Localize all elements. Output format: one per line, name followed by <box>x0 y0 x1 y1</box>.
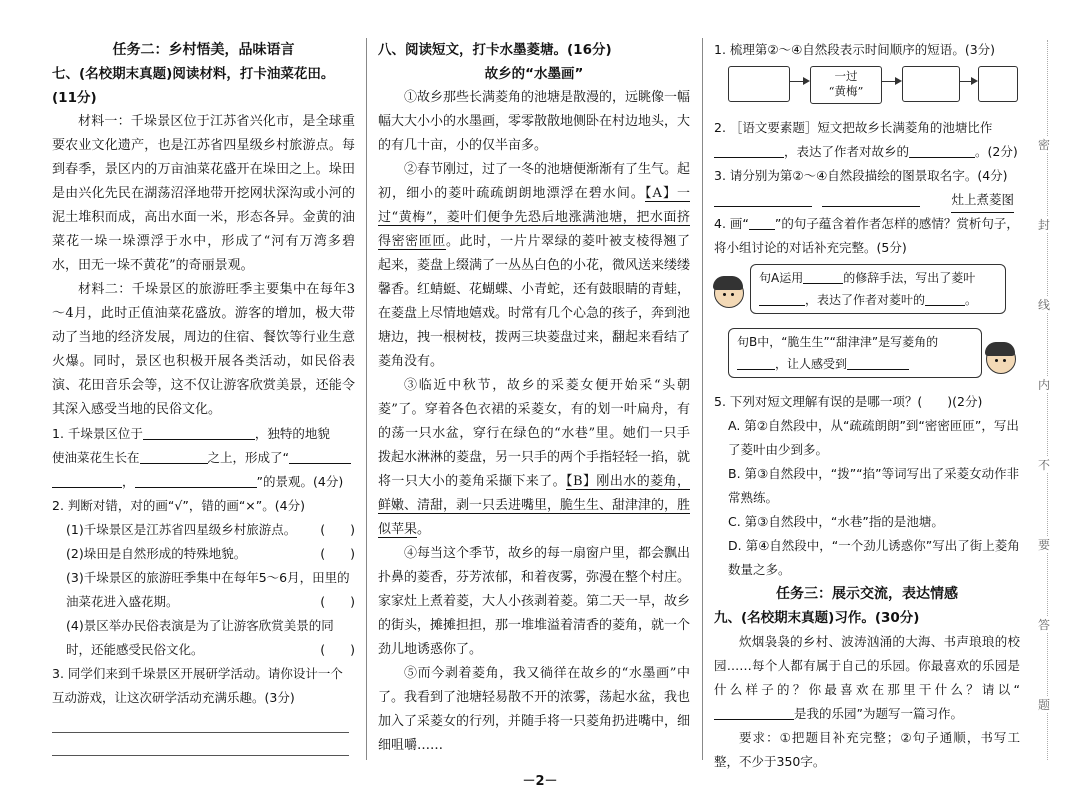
option-c[interactable]: C. 第③自然段中，“水巷”指的是池塘。 <box>728 514 944 529</box>
judge-item: (3)千垛景区的旅游旺季集中在每年5～6月，田里的油菜花进入盛花期。 ( ) <box>66 570 355 609</box>
paragraph-2: ②春节刚过，过了一冬的池塘便渐渐有了生气。起初，细小的菱叶疏疏朗朗地漂浮在碧水间。【A】一过“黄梅”，菱叶们便争先恐后地涨满池塘，把水面挤得密密匝匝。此时，一片片翠绿的菱叶被支棱得翘了起来，菱盘上缀满了一丛丛白色的小花，微风送来缕缕馨香。红蜻蜓、花蝴蝶、小青蛇，还有鼓眼睛的青蛙，在菱盘上尽情地嬉戏。时常有几个心急的孩子，奔到池塘边，拽一根树枝，拨两三块菱盘过来，翻起来看结了菱角没有。 <box>378 162 691 369</box>
judge-item: (1)千垛景区是江苏省四星级乡村旅游点。 ( ) <box>66 522 355 537</box>
blank[interactable] <box>289 449 351 464</box>
sequence-box-4[interactable] <box>978 66 1018 102</box>
question-1: 1. 千垛景区位于 ，独特的地貌 使油菜花生长在 之上，形成了“ ， ”的景观。(4分) <box>52 422 355 494</box>
answer-line[interactable] <box>52 733 349 756</box>
column-left <box>52 38 355 756</box>
judge-item: (4)景区举办民俗表演是为了让游客欣赏美景的同时，还能感受民俗文化。 ( ) <box>66 618 355 657</box>
section9-heading: 九、(名校期末真题)习作。(30分) <box>714 610 920 626</box>
c3-question-4: 4. 画“ ”的句子蕴含着作者怎样的感情？赏析句子，将小组讨论的对话补充完整。(5分) <box>714 216 1019 255</box>
blank[interactable] <box>759 291 805 306</box>
section7-heading: 七、(名校期末真题)阅读材料，打卡油菜花田。(11分) <box>52 66 335 106</box>
paragraph-4: ④每当这个季节，故乡的每一扇窗户里，都会飘出扑鼻的菱香，芬芳浓郁，和着夜雾，弥漫在整个村庄。家家灶上煮着菱，大人小孩剥着菱。第二天一早，故乡的街头，摊摊担担，那一堆堆溢着清香的菱角，就一个劲儿地诱惑你了。 <box>378 546 691 657</box>
binding-char: 封 <box>1038 218 1051 232</box>
binding-char: 不 <box>1038 458 1051 472</box>
binding-char: 密 <box>1038 138 1051 152</box>
writing-prompt: 炊烟袅袅的乡村、波涛汹涌的大海、书声琅琅的校园……每个人都有属于自己的乐园。你最喜欢的乐园是什么样子的？你最喜欢在那里干什么？请以“是我的乐园”为题写一篇习作。 <box>714 634 1020 721</box>
blank[interactable] <box>925 291 965 306</box>
blank[interactable] <box>737 355 775 370</box>
material-2: 材料二：千垛景区的旅游旺季主要集中在每年3～4月，此时正值油菜花盛放。游客的增加，极大带动了当地的经济发展，周边的住宿、餐饮等行业生意火爆。同时，景区也积极开展各类活动，如民俗表演、花田音乐会等，这不仅让游客欣赏美景，还能令其深入感受当地的民俗文化。 <box>52 282 355 417</box>
option-a[interactable]: A. 第②自然段中，从“疏疏朗朗”到“密密匝匝”，写出了菱叶由少到多。 <box>728 418 1019 457</box>
material-1: 材料一：千垛景区位于江苏省兴化市，是全球重要农业文化遗产，也是江苏省四星级乡村旅游点。每到春季，景区内的万亩油菜花盛开在垛田之上。垛田是由兴化先民在湖荡沼泽地带开挖网状深沟或小河的泥土堆积而成，高出水面一米，形态各异。金黄的油菜花一垛一垛漂浮于水中，形成了“河有万湾多碧水，田无一垛不黄花”的奇丽景观。 <box>52 114 355 273</box>
blank[interactable] <box>140 449 208 464</box>
paragraph-5: ⑤而今剥着菱角，我又徜徉在故乡的“水墨画”中了。我看到了池塘轻易散不开的浓雾，荡起水盆，我也加入了采菱女的行列，并随手将一只菱角扔进嘴中，细细咀嚼…… <box>378 666 691 753</box>
paragraph-1: ①故乡那些长满菱角的池塘是散漫的，远眺像一幅幅大大小小的水墨画，零零散散地侧卧在村边地头，大的有几十亩，小的仅半亩多。 <box>378 90 691 153</box>
judge-item: (2)垛田是自然形成的特殊地貌。 ( ) <box>66 546 355 561</box>
question-2: 2. 判断对错，对的画“√”，错的画“×”。(4分) (1)千垛景区是江苏省四星级乡村旅游点。 ( ) (2)垛田是自然形成的特殊地貌。 ( ) (3)千垛景区的旅游旺季集中在每年5～6月，田里的油菜花进入盛花期。 ( ) (4)景区举办民俗表演是为了让游客欣赏美景的同时，还能感受民俗文化。 ( ) <box>52 494 355 662</box>
blank[interactable] <box>143 425 255 440</box>
blank[interactable] <box>135 473 257 488</box>
binding-char: 内 <box>1038 378 1051 392</box>
binding-strip <box>1030 40 1060 760</box>
option-d[interactable]: D. 第④自然段中，“一个劲儿诱惑你”写出了街上菱角数量之多。 <box>728 538 1020 577</box>
sentence-B: 【B】刚出水的菱角，鲜嫩、清甜，剥一只丢进嘴里，脆生生、甜津津的，胜似苹果 <box>378 474 691 537</box>
arrow-icon <box>790 81 808 82</box>
girl-avatar-icon <box>986 344 1016 374</box>
arrow-icon <box>882 81 900 82</box>
binding-char: 题 <box>1038 698 1051 712</box>
writing-requirements: 要求：①把题目补充完整；②句子通顺，书写工整，不少于350字。 <box>714 730 1020 769</box>
sequence-box-2: 一过 “黄梅” <box>810 66 882 104</box>
sequence-box-1[interactable] <box>728 66 790 102</box>
c3-question-3: 3. 请分别为第②～④自然段描绘的图景取名字。(4分) 灶上煮菱图 <box>714 164 1020 212</box>
c3-question-2: 2. ［语文要素题］短文把故乡长满菱角的池塘比作 ，表达了作者对故乡的 。(2分) <box>714 120 1018 159</box>
blank[interactable] <box>714 192 812 207</box>
blank[interactable] <box>909 143 975 158</box>
blank[interactable] <box>52 473 122 488</box>
answer-line[interactable] <box>52 710 349 733</box>
task3-heading: 任务三：展示交流，表达情感 <box>776 586 958 602</box>
arrow-icon <box>960 81 976 82</box>
blank[interactable] <box>714 143 784 158</box>
sequence-box-3[interactable] <box>902 66 960 102</box>
column-middle <box>378 38 690 758</box>
column-divider-2 <box>702 38 703 760</box>
column-right <box>714 38 1020 774</box>
blank[interactable] <box>847 355 909 370</box>
blank[interactable] <box>822 192 920 207</box>
question-3: 3. 同学们来到千垛景区开展研学活动。请你设计一个互动游戏，让这次研学活动充满乐趣。(3分) <box>52 666 343 705</box>
c3-question-5: 5. 下列对短文理解有误的是哪一项？( )(2分) A. 第②自然段中，从“疏疏朗朗”到“密密匝匝”，写出了菱叶由少到多。 B. 第③自然段中，“拨”“掐”等词写出了采菱女动作非常熟练。 C. 第③自然段中，“水巷”指的是池塘。 D. 第④自然段中，“一个劲儿诱惑你”写出了街上菱角数量之多。 <box>714 390 1020 582</box>
column-divider-1 <box>366 38 367 760</box>
dialog-bubble-1: 句A运用 的修辞手法，写出了菱叶，表达了作者对菱叶的 。 <box>750 264 1006 314</box>
binding-char: 要 <box>1038 538 1051 552</box>
title-blank[interactable] <box>714 705 794 720</box>
paragraph-3: ③临近中秋节，故乡的采菱女便开始采“头朝菱”了。穿着各色衣裙的采菱女，有的划一叶扁舟，有的荡一只水盆，穿行在绿色的“水巷”里。她们一只手拨起水淋淋的菱盘，另一只手的两个手指轻轻一掐，就将一只大小的菱角采撷下来了。【B】刚出水的菱角，鲜嫩、清甜，剥一只丢进嘴里，脆生生、甜津津的，胜似苹果。 <box>378 378 691 537</box>
girl-avatar-icon <box>714 278 744 308</box>
page-number: －2－ <box>522 774 558 789</box>
binding-char: 答 <box>1038 618 1051 632</box>
section8-heading: 八、阅读短文，打卡水墨菱塘。(16分) <box>378 42 612 58</box>
sentence-A: 【A】一过“黄梅”，菱叶们便争先恐后地涨满池塘，把水面挤得密密匝匝 <box>378 186 690 249</box>
option-b[interactable]: B. 第③自然段中，“拨”“掐”等词写出了采菱女动作非常熟练。 <box>728 466 1020 505</box>
task2-heading: 任务二：乡村悟美，品味语言 <box>112 42 295 58</box>
sequence-boxes <box>714 66 1020 110</box>
c3-question-1: 1. 梳理第②～④自然段表示时间顺序的短语。(3分) <box>714 42 996 57</box>
dialog-bubble-2: 句B中，“脆生生”“甜津津”是写菱角的，让人感受到 <box>728 328 982 378</box>
given-answer: 灶上煮菱图 <box>951 188 1014 213</box>
binding-char: 线 <box>1038 298 1051 312</box>
blank[interactable] <box>803 269 843 284</box>
passage-title: 故乡的“水墨画” <box>484 66 584 82</box>
